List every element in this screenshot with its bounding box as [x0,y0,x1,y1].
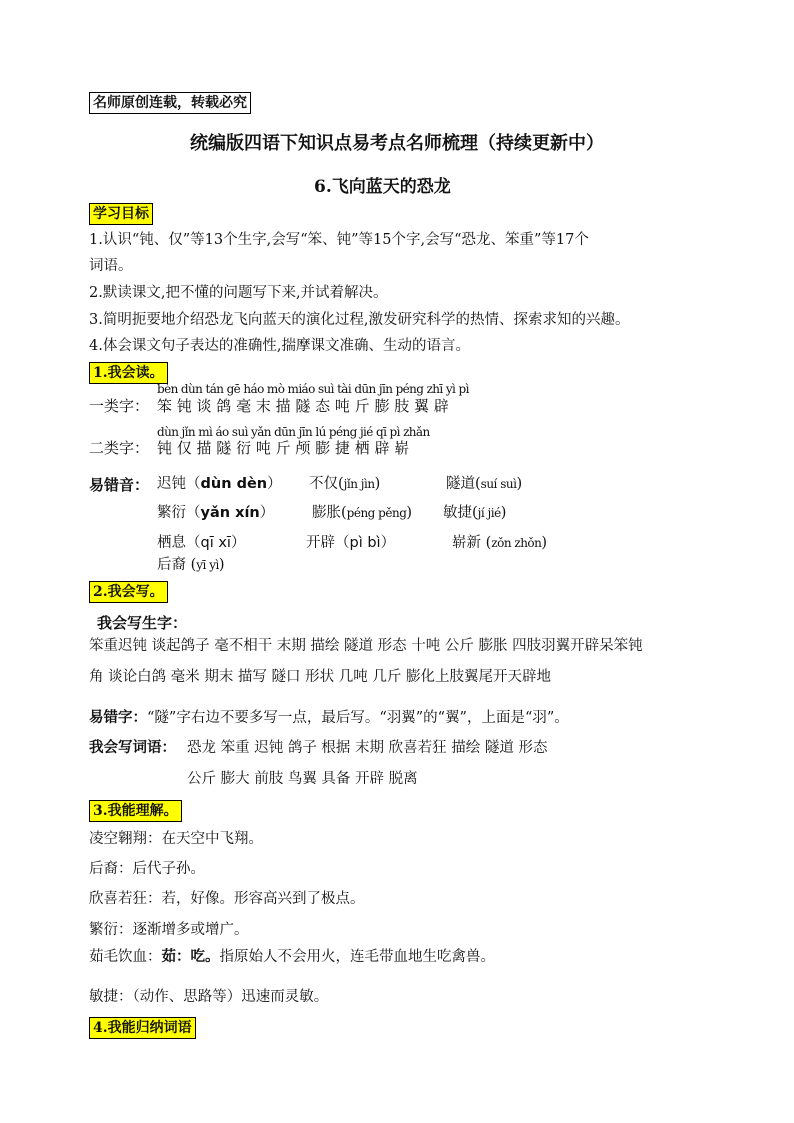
class2-label: 二类字： [89,439,150,457]
paren: ） [230,535,246,551]
class2-pinyin: dùn jǐn mì áo suì yǎn dūn jīn lú péng jié qī pì zhǎn [157,425,430,439]
word: 膨胀( [312,505,347,521]
confusing-word [157,474,282,494]
paren: ) [218,557,225,573]
class1-label: 一类字： [89,397,150,415]
pinyin: qī xī [200,535,231,551]
write-chars-line-1: 笨重迟钝 谈起鸽子 毫不相干 末期 描绘 隧道 形态 十吨 公斤 膨胀 四肢羽翼开辟呆笨钝 [89,638,643,654]
read-heading: 1.我会读。 [89,362,168,384]
term: 茹毛饮血： [89,949,162,965]
definition-5 [89,947,495,967]
definition-3: 欣喜若狂：若，好像。形容高兴到了极点。 [89,891,365,907]
definition-6: 敏捷：（动作、思路等）迅速而灵敏。 [89,989,329,1005]
goal-1-line-2: 词语。 [89,258,133,274]
confusing-word [157,533,245,553]
paren: ) [500,505,507,521]
tricky-chars [89,708,569,728]
definition-2: 后裔：后代子孙。 [89,861,205,877]
pinyin: yī yì [196,558,219,572]
understand-heading: 3.我能理解。 [89,800,182,822]
confusing-label: 易错音： [89,476,150,494]
word: 栖息（ [157,535,201,551]
class1-pinyin: bèn dùn tán gē háo mò miáo suì tài dūn jīn péng zhī yì pì [157,382,469,396]
pinyin: suí suì [480,477,517,491]
confusing-word [157,555,225,575]
definition-1: 凌空翱翔：在天空中飞翔。 [89,831,263,847]
class2-chars: 钝 仅 描 隧 衍 吨 斤 颅 膨 捷 栖 辟 崭 [157,439,410,457]
words-line-2: 公斤 膨大 前肢 鸟翼 具备 开辟 脱离 [187,771,418,787]
word: 繁衍（ [157,505,201,521]
tricky-label: 易错字： [89,709,147,726]
pinyin: jǐn jìn [343,477,375,491]
paren: ) [541,535,548,551]
pinyin: pì bì [349,535,381,551]
copyright-notice: 名师原创连载，转载必究 [89,92,251,114]
word: 后裔 ( [157,557,197,573]
word: 崭新 ( [452,535,492,551]
goal-3: 3.简明扼要地介绍恐龙飞向蓝天的演化过程,激发研究科学的热情、探索求知的兴趣。 [89,312,630,328]
pinyin: jí jié [477,506,501,520]
paren: ) [516,476,523,492]
confusing-word [443,503,506,523]
write-chars-label: 我会写生字： [97,614,188,632]
paren: ) [374,476,381,492]
words-label: 我会写词语： [89,739,176,756]
goals-heading: 学习目标 [89,203,153,225]
word: 迟钝（ [157,476,201,492]
confusing-word [306,533,395,553]
pinyin: péng pěng [346,506,407,520]
goal-4: 4.体会课文句子表达的准确性,揣摩课文准确、生动的语言。 [89,338,470,354]
word: 不仅( [309,476,344,492]
confusing-word [452,533,547,553]
pinyin: zǒn zhǒn [491,536,542,550]
write-heading: 2.我会写。 [89,581,168,603]
summarize-heading: 4.我能归纳词语 [89,1017,196,1039]
goal-2: 2.默读课文,把不懂的问题写下来,并试着解决。 [89,285,388,301]
paren: ） [380,535,396,551]
tricky-text: “隧”字右边不要多写一点，最后写。“羽翼”的“翼”，上面是“羽”。 [147,710,569,726]
words-line-1: 恐龙 笨重 迟钝 鸽子 根据 末期 欣喜若狂 描绘 隧道 形态 [187,740,548,756]
confusing-word [309,474,380,494]
paren: ） [267,476,282,492]
paren: ) [406,505,413,521]
definition-4: 繁衍：逐渐增多或增广。 [89,922,249,938]
confusing-word [157,503,274,523]
paren: ） [259,505,275,521]
word: 隧道( [446,476,481,492]
pinyin: dùn dèn [200,476,268,492]
lesson-title: 6.飞向蓝天的恐龙 [314,177,451,197]
gloss: 指原始人不会用火，连毛带血地生吃禽兽。 [219,949,495,965]
confusing-word [446,474,522,494]
word: 敏捷( [443,505,478,521]
page-title: 统编版四语下知识点易考点名师梳理（持续更新中） [190,133,604,154]
gloss-bold: 茹：吃。 [161,948,220,965]
word: 开辟（ [306,535,350,551]
write-chars-line-2: 角 谈论白鸽 毫米 期末 描写 隧口 形状 几吨 几斤 膨化上肢翼尾开天辟地 [89,669,551,685]
goal-1-line-1: 1.认识“钝、仅”等13个生字,会写“笨、钝”等15个字,会写“恐龙、笨重”等17个 [89,232,589,248]
confusing-word [312,503,412,523]
class1-chars: 笨 钝 谈 鸽 毫 末 描 隧 态 吨 斤 膨 肢 翼 辟 [157,397,449,415]
pinyin: yǎn xín [200,505,260,521]
